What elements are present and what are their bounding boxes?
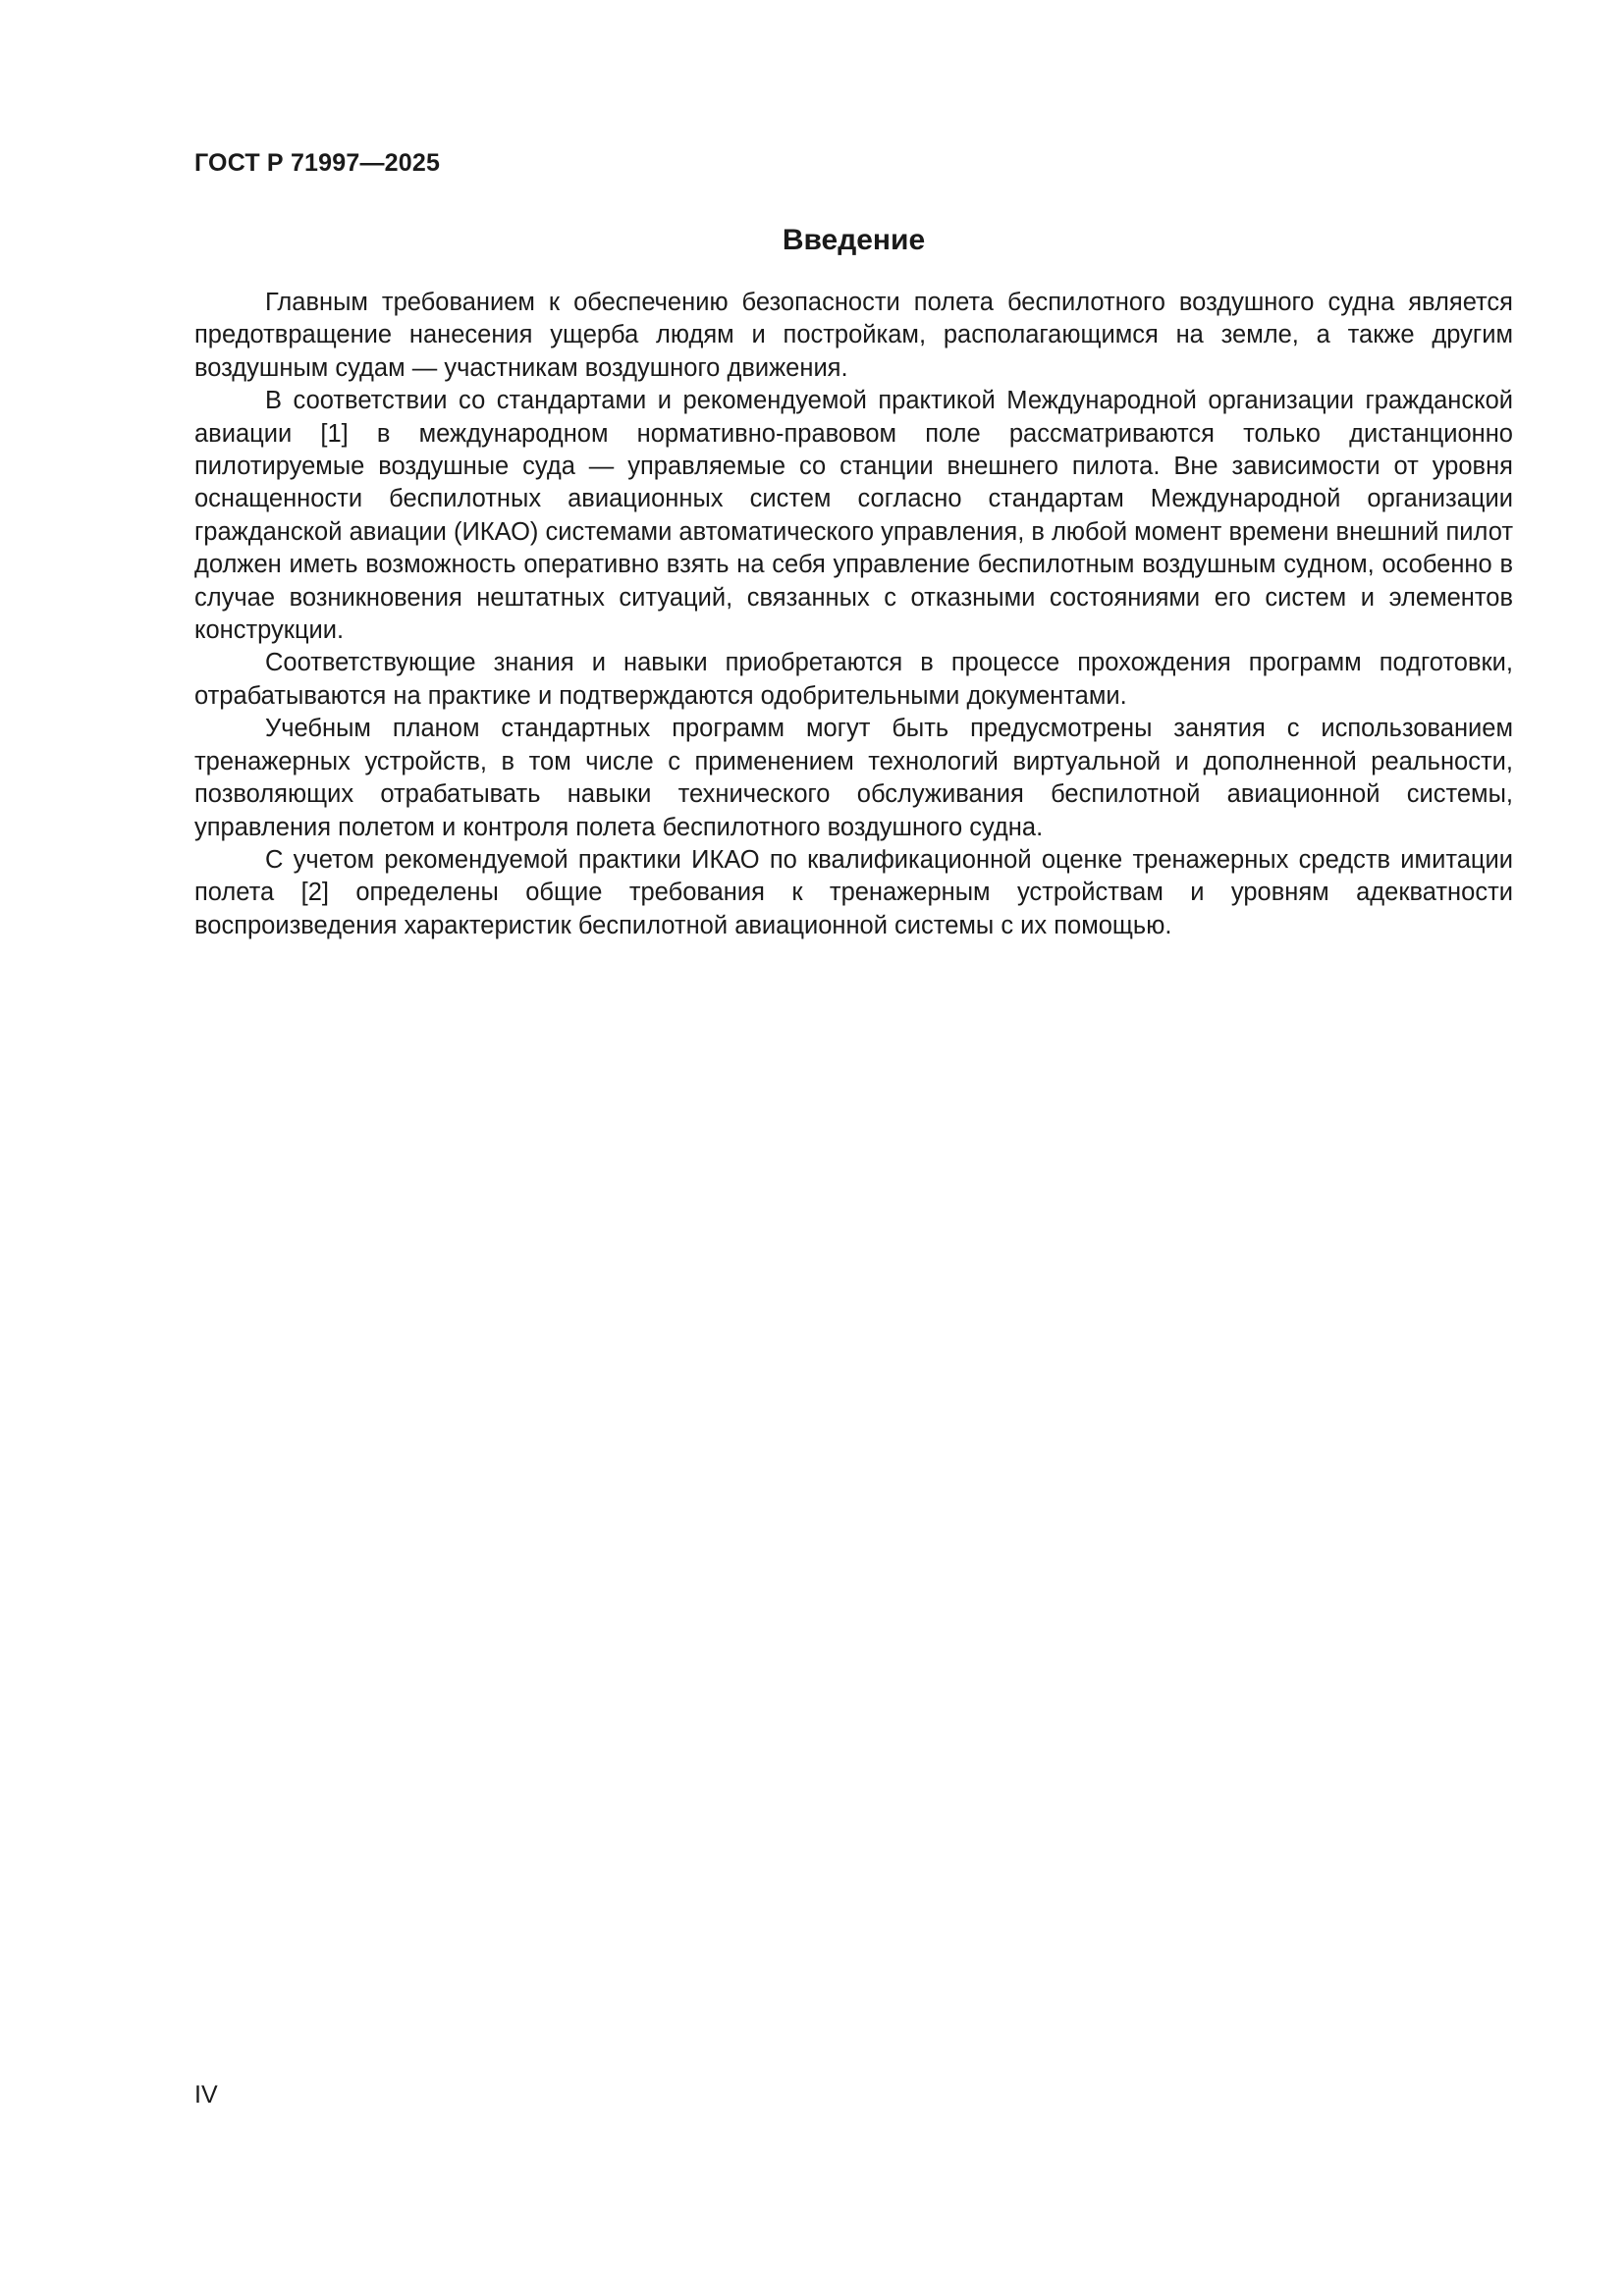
paragraph: Соответствующие знания и навыки приобретаются в процессе прохождения программ подготовки, отрабатываются на практике и подтверждаются одобрительными документами. [194,649,1513,710]
document-code-header: ГОСТ Р 71997—2025 [194,149,441,177]
page-number: IV [194,2081,218,2109]
paragraph: Главным требованием к обеспечению безопасности полета беспилотного воздушного судна является предотвращение нанесения ущерба людям и постройкам, располагающимся на земле, а также другим воздушным судам — участникам воздушного движения. [194,289,1513,382]
paragraph: С учетом рекомендуемой практики ИКАО по квалификационной оценке тренажерных средств имитации полета [2] определены общие требования к тренажерным устройствам и уровням адекватности воспроизведения характеристик беспилотной авиационной системы с их помощью. [194,845,1513,939]
paragraph: В соответствии со стандартами и рекомендуемой практикой Международной организации гражданской авиации [1] в международном нормативно-правовом поле рассматриваются только дистанционно пилотируемые воздушные суда — управляемые со станции внешнего пилота. Вне зависимости от уровня оснащенности беспилотных авиационных систем согласно стандартам Международной организации гражданской авиации (ИКАО) системами автоматического управления, в любой момент времени внешний пилот должен иметь возможность оперативно взять на себя управление беспилотным воздушным судном, особенно в случае возникновения нештатных ситуаций, связанных с отказными состояниями его систем и элементов конструкции. [194,387,1513,645]
section-title: Введение [782,224,926,256]
introduction-body [194,287,1513,942]
paragraph: Учебным планом стандартных программ могут быть предусмотрены занятия с использованием тренажерных устройств, в том числе с применением технологий виртуальной и дополненной реальности, позволяющих отрабатывать навыки технического обслуживания беспилотной авиационной системы, управления полетом и контроля полета беспилотного воздушного судна. [194,715,1513,841]
